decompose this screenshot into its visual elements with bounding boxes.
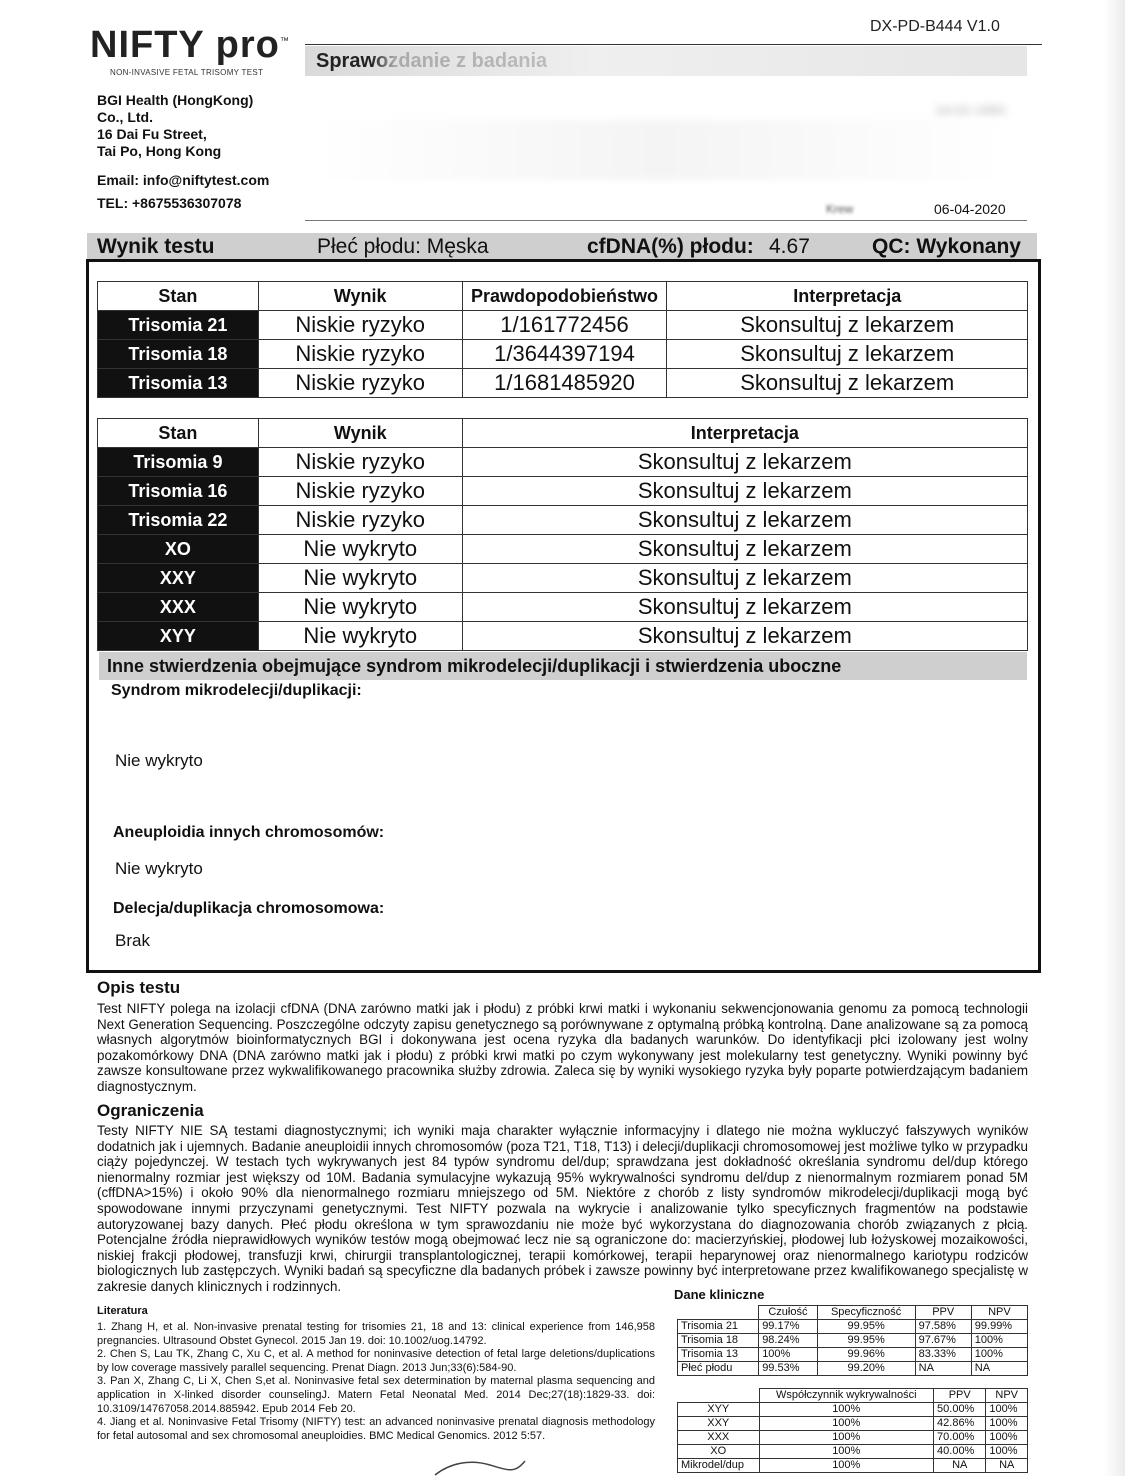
page-edge-shadow	[1104, 0, 1125, 1476]
microdeletion-value: Nie wykryto	[115, 751, 203, 770]
condition-cell: Trisomia 22	[98, 506, 259, 535]
table-cell: 42.86%	[934, 1417, 986, 1431]
logo-tm: ™	[279, 35, 290, 46]
table-row	[98, 593, 1028, 622]
table-cell: 97.67%	[915, 1334, 971, 1348]
table-row	[98, 340, 1028, 369]
table-row	[98, 564, 1028, 593]
interpretation-cell: Skonsultuj z lekarzem	[462, 477, 1027, 506]
clinical-sex-chromosome-table	[677, 1388, 1028, 1473]
reference-item: 4. Jiang et al. Noninvasive Fetal Trisomy (NIFTY) test: an advanced noninvasive prenatal diagnosis methodology for fetal autosomal and sex chromosomal aneuploidies. BMC Medical Genomics. 2012 5:57.	[97, 1416, 655, 1442]
condition-cell: Trisomia 21	[98, 311, 259, 340]
document-id: DX-PD-B444 V1.0	[870, 18, 1000, 35]
description-text: Test NIFTY polega na izolacji cfDNA (DNA zarówno matki jak i płodu) z próbki krwi matki i wykonaniu sekwencjonowania genomu za pomocą technologii Next Generation Sequencing. Poszczególne odczyty zapisu genetycznego są porównywane z optymalną próbką kontrolną. Dane analizowane są za pomocą własnych algorytmów bioinformatycznych BGI i dokonywana jest ocena ryzyka dla badanych warunków. Do identyfikacji płci izolowany jest wolny pozakomórkowy DNA (DNA zarówno matki jak i płodu) z próbki krwi matki po czym wykonywany jest molekularny test genetyczny. Wyniki powinny być zawsze konsultowane przez wykwalifikowanego pracownika służby zdrowia. Zaleca się by wyniki wysokiego ryzyka były poparte potwierdzającym badaniem diagnostycznym.	[97, 1001, 1028, 1094]
interpretation-cell: Skonsultuj z lekarzem	[667, 340, 1028, 369]
column-header: Wynik	[258, 419, 462, 448]
company-line: BGI Health (HongKong)	[97, 92, 254, 108]
table-cell: 99.96%	[817, 1348, 915, 1362]
cfdna-label: cfDNA(%) płodu:	[587, 235, 754, 258]
report-title	[316, 50, 547, 73]
table-cell: 100%	[986, 1403, 1028, 1417]
aneuploidy-value: Nie wykryto	[115, 859, 203, 878]
company-line: Co., Ltd.	[97, 109, 153, 125]
table-cell: 100%	[971, 1334, 1027, 1348]
interpretation-cell: Skonsultuj z lekarzem	[462, 622, 1027, 651]
interpretation-cell: Skonsultuj z lekarzem	[462, 506, 1027, 535]
cfdna-value: 4.67	[769, 235, 810, 258]
column-header: Interpretacja	[667, 282, 1028, 311]
row-label: XYY	[678, 1403, 760, 1417]
reference-item: 2. Chen S, Lau TK, Zhang C, Xu C, et al. A method for noninvasive detection of fetal large deletions/duplications by low coverage massively parallel sequencing. Prenat Diagn. 2013 Jun;33(6):584-90.	[97, 1348, 655, 1374]
aneuploidy-label: Aneuploidia innych chromosomów:	[113, 824, 385, 841]
result-cell: Niskie ryzyko	[258, 369, 462, 398]
other-conditions-table	[97, 418, 1028, 651]
table-cell: 100%	[986, 1431, 1028, 1445]
condition-cell: XXY	[98, 564, 259, 593]
condition-cell: Trisomia 18	[98, 340, 259, 369]
column-header: Wynik	[258, 282, 462, 311]
deletion-label: Delecja/duplikacja chromosomowa:	[113, 900, 385, 917]
interpretation-cell: Skonsultuj z lekarzem	[462, 535, 1027, 564]
row-label: Płeć płodu	[678, 1362, 759, 1376]
company-address	[97, 92, 253, 160]
table-cell: 99.17%	[759, 1320, 817, 1334]
table-cell: 100%	[986, 1445, 1028, 1459]
table-cell: 100%	[759, 1445, 934, 1459]
condition-cell: XYY	[98, 622, 259, 651]
column-header: Stan	[98, 282, 259, 311]
row-label: XXX	[678, 1431, 760, 1445]
table-cell: NA	[971, 1362, 1027, 1376]
interpretation-cell: Skonsultuj z lekarzem	[667, 311, 1028, 340]
table-cell: 100%	[971, 1348, 1027, 1362]
logo-subtitle: NON-INVASIVE FETAL TRISOMY TEST	[110, 68, 264, 77]
interpretation-cell: Skonsultuj z lekarzem	[462, 593, 1027, 622]
table-cell: 99.99%	[971, 1320, 1027, 1334]
condition-cell: XO	[98, 535, 259, 564]
column-header: PPV	[915, 1306, 971, 1320]
table-cell: 100%	[759, 1459, 934, 1473]
row-label: Trisomia 21	[678, 1320, 759, 1334]
table-row	[678, 1431, 1028, 1445]
result-cell: Nie wykryto	[258, 564, 462, 593]
column-header: Interpretacja	[462, 419, 1027, 448]
signature-scribble	[430, 1455, 530, 1476]
table-row	[678, 1362, 1028, 1376]
literature-list	[97, 1321, 655, 1443]
table-cell: 99.95%	[817, 1320, 915, 1334]
column-header: PPV	[934, 1389, 986, 1403]
result-cell: Nie wykryto	[258, 622, 462, 651]
table-cell: 100%	[986, 1417, 1028, 1431]
table-row	[678, 1320, 1028, 1334]
row-label: XO	[678, 1445, 760, 1459]
result-cell: Niskie ryzyko	[258, 477, 462, 506]
table-cell: 100%	[759, 1403, 934, 1417]
table-cell: 100%	[759, 1348, 817, 1362]
condition-cell: XXX	[98, 593, 259, 622]
email: Email: info@niftytest.com	[97, 172, 270, 188]
table-row	[678, 1417, 1028, 1431]
company-line: Tai Po, Hong Kong	[97, 143, 222, 159]
table-row	[98, 622, 1028, 651]
table-cell: 40.00%	[934, 1445, 986, 1459]
table-cell: 70.00%	[934, 1431, 986, 1445]
probability-cell: 1/3644397194	[462, 340, 667, 369]
header-rule	[305, 44, 1042, 45]
sample-type: Krew	[826, 202, 854, 216]
other-findings-title: Inne stwierdzenia obejmujące syndrom mikrodelecji/duplikacji i stwierdzenia uboczne	[107, 656, 842, 676]
contact-info	[97, 169, 269, 215]
table-cell: 100%	[759, 1431, 934, 1445]
table-header-row	[678, 1306, 1028, 1320]
row-label: Trisomia 18	[678, 1334, 759, 1348]
table-row	[98, 369, 1028, 398]
result-cell: Niskie ryzyko	[258, 311, 462, 340]
limitations-title: Ograniczenia	[97, 1101, 204, 1120]
table-cell: 98.24%	[759, 1334, 817, 1348]
table-cell: NA	[915, 1362, 971, 1376]
nifty-logo	[90, 24, 290, 67]
table-header-row	[98, 419, 1028, 448]
interpretation-cell: Skonsultuj z lekarzem	[462, 448, 1027, 477]
result-cell: Nie wykryto	[258, 535, 462, 564]
column-header: NPV	[971, 1306, 1027, 1320]
condition-cell: Trisomia 9	[98, 448, 259, 477]
logo-text: NIFTY pro	[90, 24, 280, 66]
table-row	[98, 477, 1028, 506]
interpretation-cell: Skonsultuj z lekarzem	[462, 564, 1027, 593]
result-cell: Niskie ryzyko	[258, 506, 462, 535]
column-header: Prawdopodobieństwo	[462, 282, 667, 311]
probability-cell: 1/161772456	[462, 311, 667, 340]
blurred-birth-date: 14-01-1991	[935, 102, 1007, 118]
table-row	[678, 1445, 1028, 1459]
column-header: Czułość	[759, 1306, 817, 1320]
column-header: Współczynnik wykrywalności	[759, 1389, 934, 1403]
company-line: 16 Dai Fu Street,	[97, 126, 207, 142]
row-label: Trisomia 13	[678, 1348, 759, 1362]
limitations-text: Testy NIFTY NIE SĄ testami diagnostycznymi; ich wyniki maja charakter wyłącznie informacyjny i dlatego nie można wykluczyć fałszywych wyników dodatnich jak i ujemnych. Badanie aneuploidii innych chromosomów (poza T21, T18, T13) i delecji/duplikacji chromosomowej jest możliwe tylko w przypadku ciąży pojedynczej. W testach tych wykrywanych jest 84 typów syndromu del/dup; sprawdzana jest dokładność określania syndromu del/dup którego nienormalny rozmiar jest większy od 10M. Badania symulacyjne wykazują 95% wykrywalności syndromu del/dup z nienormalnym rozmiarem ponad 5M (cffDNA>15%) i około 90% dla nienormalnego rozmiaru mniejszego od 5M. Niektóre z chorób z listy syndromów mikrodelecji/duplikacji mogą być spowodowane innymi przyczynami genetycznymi. Test NIFTY pozwala na wykrycie i analizowanie tylko specyficznych fragmentów na podstawie autoryzowanej bazy danych. Płeć płodu określona w tym sprawozdaniu nie może być wykorzystana do diagnozowania chorób związanych z płcią. Potencjalne źródła nieprawidłowych wyników testów mogą obejmować lecz nie są ograniczone do: macierzyńskiej, płodowej lub łożyskowej mozaikowości, niskiej frakcji płodowej, transfuzji krwi, chirurgii transplantologicznej, terapii komórkowej, terapii heparynowej oraz nienormalnego kariotypu rodziców biologicznych lub zastępczych. Wyniki badań są specyficzne dla badanych próbek i zawsze powinny być interpretowane przez kwalifikowanego specjalistę w zakresie danych klinicznych i rodzinnych.	[97, 1123, 1028, 1294]
table-cell: NA	[986, 1459, 1028, 1473]
column-header: Specyficzność	[817, 1306, 915, 1320]
literature-title: Literatura	[97, 1305, 148, 1317]
table-row	[678, 1459, 1028, 1473]
reference-item: 1. Zhang H, et al. Non-invasive prenatal testing for trisomies 21, 18 and 13: clinical experience from 146,958 pregnancies. Ultrasound Obstet Gynecol. 2015 Jan 19. doi: 10.1002/uog.14792.	[97, 1321, 655, 1347]
table-cell: 99.95%	[817, 1334, 915, 1348]
test-result-bar	[87, 233, 1037, 261]
table-header-row	[678, 1389, 1028, 1403]
table-cell: 50.00%	[934, 1403, 986, 1417]
description-title: Opis testu	[97, 978, 181, 997]
table-row	[98, 448, 1028, 477]
column-header	[678, 1306, 759, 1320]
clinical-data-title: Dane kliniczne	[674, 1287, 765, 1302]
trisomy-main-table	[97, 281, 1028, 398]
column-header	[678, 1389, 760, 1403]
table-cell: 83.33%	[915, 1348, 971, 1362]
table-row	[98, 535, 1028, 564]
report-title-text: Sprawozdanie z badania	[316, 50, 548, 72]
other-findings-header	[99, 652, 1027, 680]
row-label: Mikrodel/dup	[678, 1459, 760, 1473]
qc-status: QC: Wykonany	[872, 235, 1021, 258]
probability-cell: 1/1681485920	[462, 369, 667, 398]
redacted-patient-info	[310, 120, 1010, 180]
table-row	[98, 311, 1028, 340]
interpretation-cell: Skonsultuj z lekarzem	[667, 369, 1028, 398]
info-rule	[305, 220, 1027, 221]
row-label: XXY	[678, 1417, 760, 1431]
result-title: Wynik testu	[97, 235, 215, 258]
table-row	[678, 1403, 1028, 1417]
column-header: NPV	[986, 1389, 1028, 1403]
table-row	[678, 1334, 1028, 1348]
table-cell: 97.58%	[915, 1320, 971, 1334]
condition-cell: Trisomia 16	[98, 477, 259, 506]
table-cell: NA	[934, 1459, 986, 1473]
result-cell: Niskie ryzyko	[258, 448, 462, 477]
deletion-value: Brak	[115, 931, 150, 950]
fetal-sex: Płeć płodu: Męska	[317, 235, 489, 258]
result-cell: Niskie ryzyko	[258, 340, 462, 369]
table-cell: 99.20%	[817, 1362, 915, 1376]
reference-item: 3. Pan X, Zhang C, Li X, Chen S,et al. Noninvasive fetal sex determination by maternal plasma sequencing and application in X-linked disorder counselingJ. Matern Fetal Neonatal Med. 2014 Dec;27(18):1829-33. doi: 10.3109/14767058.2014.885942. Epub 2014 Feb 20.	[97, 1375, 655, 1415]
column-header: Stan	[98, 419, 259, 448]
table-cell: 99.53%	[759, 1362, 817, 1376]
report-date: 06-04-2020	[934, 201, 1006, 217]
clinical-performance-table	[677, 1305, 1028, 1376]
result-cell: Nie wykryto	[258, 593, 462, 622]
condition-cell: Trisomia 13	[98, 369, 259, 398]
table-header-row	[98, 282, 1028, 311]
table-row	[678, 1348, 1028, 1362]
microdeletion-label: Syndrom mikrodelecji/duplikacji:	[111, 682, 362, 699]
table-cell: 100%	[759, 1417, 934, 1431]
table-row	[98, 506, 1028, 535]
telephone: TEL: +8675536307078	[97, 195, 242, 211]
